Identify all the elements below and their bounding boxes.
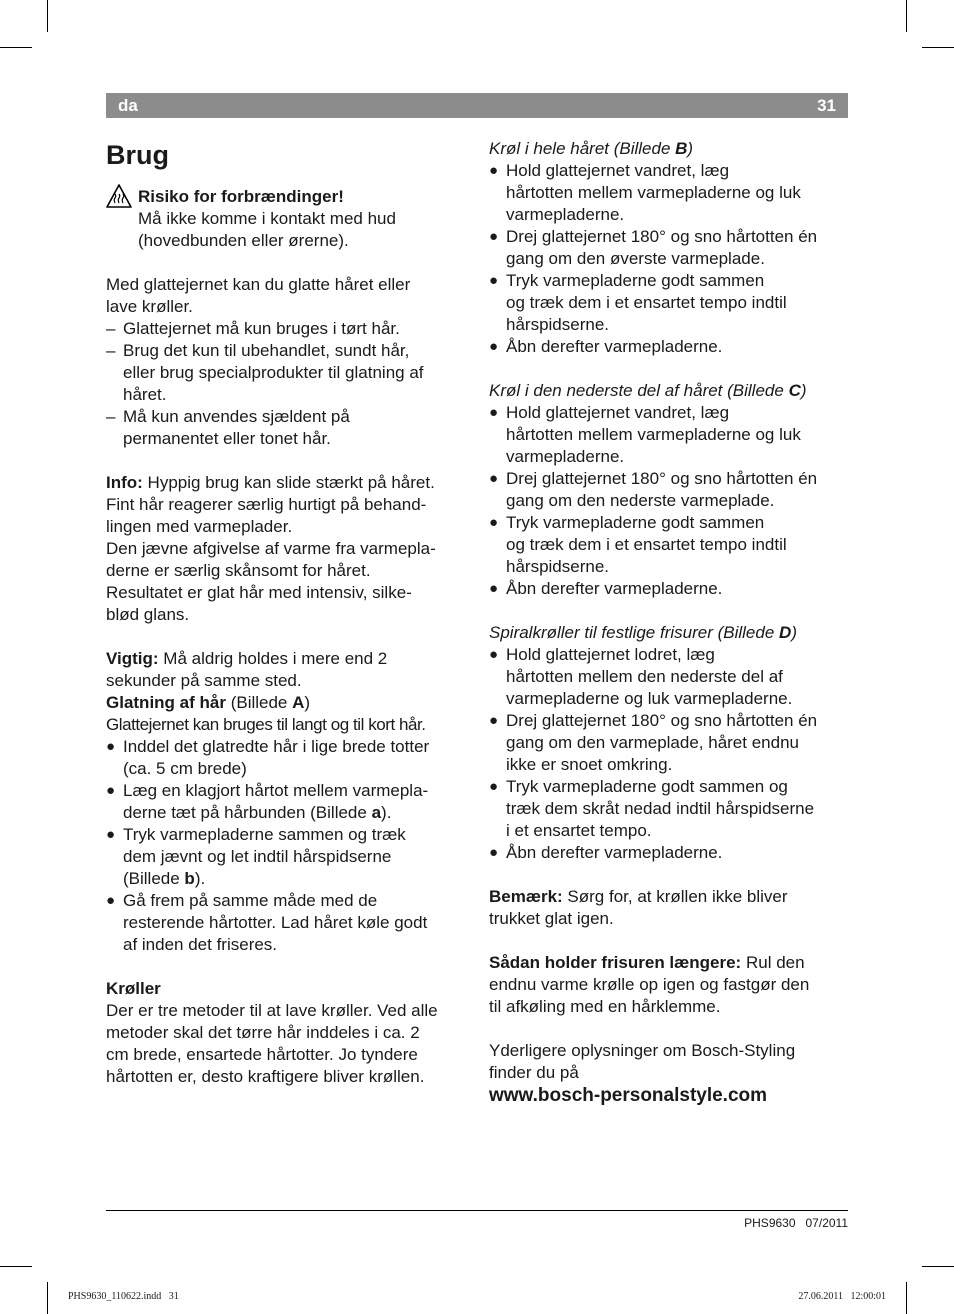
language-code: da [118, 96, 138, 115]
step-line: dem jævnt og let indtil hårspidserne [123, 847, 392, 866]
step-line: hårspidserne. [506, 557, 610, 576]
warning-title: Risiko for forbrændinger! [138, 187, 344, 206]
step-line: Inddel det glatredte hår i lige brede totter [123, 737, 430, 756]
step-item [489, 402, 851, 468]
step-line: Tryk varmepladerne godt sammen [506, 513, 765, 532]
step-line: derne tæt på hårbunden (Billede [123, 803, 372, 822]
important-paragraph [106, 648, 468, 692]
step-line: og træk dem i et ensartet tempo indtil [506, 293, 787, 312]
crop-mark [906, 0, 907, 32]
info-label: Info: [106, 473, 143, 492]
step-item [106, 824, 468, 890]
step-item [489, 644, 851, 710]
left-column [106, 138, 468, 1088]
step-line: (ca. 5 cm brede) [123, 759, 247, 778]
more-info-line: finder du på [489, 1063, 579, 1082]
figure-ref: C [788, 381, 801, 400]
step-line: Hold glattejernet vandret, læg [506, 403, 730, 422]
section-heading-text: ) [800, 381, 807, 400]
step-line: hårtotten mellem varmepladerne og luk [506, 425, 801, 444]
step-line: Tryk varmepladerne godt sammen [506, 271, 765, 290]
step-line: varmepladerne. [506, 205, 625, 224]
warning-heat-icon [106, 184, 132, 208]
step-item [489, 578, 851, 600]
step-line: ). [381, 803, 392, 822]
important-label: Vigtig: [106, 649, 159, 668]
info-line: Fint hår reagerer særlig hurtigt på behand- [106, 495, 427, 514]
step-line: Tryk varmepladerne sammen og træk [123, 825, 406, 844]
crop-mark [47, 0, 48, 32]
footer-rule [106, 1210, 848, 1211]
page-title: Brug [106, 140, 169, 170]
step-line: ikke er snoet omkring. [506, 755, 673, 774]
step-item [489, 842, 851, 864]
curls-line: cm brede, ensartede hårtotter. Jo tyndere [106, 1045, 418, 1064]
step-line: ). [194, 869, 206, 888]
step-line: Drej glattejernet 180° og sno hårtotten én [506, 469, 818, 488]
figure-ref: B [675, 139, 688, 158]
section-heading-text: ) [687, 139, 694, 158]
note-text: trukket glat igen. [489, 909, 614, 928]
step-line: Tryk varmepladerne godt sammen og [506, 777, 788, 796]
warning-line: (hovedbunden eller ørerne). [138, 231, 349, 250]
dash-item-line: håret. [123, 385, 167, 404]
tip-text: til afkøling med en hårklemme. [489, 997, 721, 1016]
tip-paragraph [489, 952, 851, 1018]
dash-item-line: eller brug specialprodukter til glatning af [123, 363, 424, 382]
note-paragraph [489, 886, 851, 930]
straightening-desc: Glattejernet kan bruges til langt og til kort hår. [106, 715, 426, 734]
curls-heading: Krøller [106, 979, 161, 998]
step-item [489, 512, 851, 578]
timestamp-slug: 27.06.2011 12:00:01 [798, 1291, 886, 1302]
section-heading-text: Krøl i den nederste del af håret (Billede [489, 381, 789, 400]
figure-ref: A [292, 693, 305, 712]
step-line: Læg en klagjort hårtot mellem varmepla- [123, 781, 429, 800]
dash-item-line: Brug det kun til ubehandlet, sundt hår, [123, 341, 410, 360]
section-c-steps [489, 402, 851, 600]
crop-mark [0, 1266, 32, 1267]
step-line: træk dem skråt nedad indtil hårspidserne [506, 799, 815, 818]
step-line: hårtotten mellem den nederste del af [506, 667, 783, 686]
curls-line: Der er tre metoder til at lave krøller. Ved alle [106, 1001, 438, 1020]
dash-item-line: Glattejernet må kun bruges i tørt hår. [123, 319, 400, 338]
figure-ref: D [779, 623, 792, 642]
intro-line: lave krøller. [106, 297, 193, 316]
step-line: Åbn derefter varmepladerne. [506, 843, 723, 862]
figure-ref-text: (Billede [225, 693, 293, 712]
more-info-line: Yderligere oplysninger om Bosch-Styling [489, 1041, 796, 1060]
step-line: Hold glattejernet vandret, læg [506, 161, 730, 180]
burn-warning [106, 186, 468, 252]
file-slug: PHS9630_110622.indd 31 [68, 1291, 179, 1302]
section-b-steps [489, 160, 851, 358]
dash-item-line: permanentet eller tonet hår. [123, 429, 331, 448]
dash-item [106, 406, 468, 450]
step-line: resterende hårtotter. Lad håret køle godt [123, 913, 428, 932]
step-line: varmepladerne og luk varmepladerne. [506, 689, 793, 708]
step-line: og træk dem i et ensartet tempo indtil [506, 535, 787, 554]
figure-ref: a [371, 803, 382, 822]
step-line: Åbn derefter varmepladerne. [506, 337, 723, 356]
step-item [106, 736, 468, 780]
step-line: (Billede [123, 869, 185, 888]
section-heading-c [489, 380, 851, 402]
model-date: PHS9630 07/2011 [744, 1216, 848, 1230]
step-item [489, 468, 851, 512]
straightening-steps [106, 736, 468, 956]
figure-ref: b [184, 869, 195, 888]
section-heading-text: Spiralkrøller til festlige frisurer (Billede [489, 623, 780, 642]
crop-mark [906, 1282, 907, 1314]
important-text: Må aldrig holdes i mere end 2 [158, 649, 388, 668]
section-heading-b [489, 138, 851, 160]
step-line: gang om den øverste varmeplade. [506, 249, 765, 268]
step-line: Drej glattejernet 180° og sno hårtotten én [506, 227, 818, 246]
crop-mark [0, 47, 32, 48]
dash-item-line: Må kun anvendes sjældent på [123, 407, 350, 426]
curls-line: metoder skal det tørre hår inddeles i ca. 2 [106, 1023, 420, 1042]
info-line: derne er særlig skånsomt for håret. [106, 561, 371, 580]
info-line: lingen med varmeplader. [106, 517, 293, 536]
header-bar [106, 93, 848, 118]
intro-line: Med glattejernet kan du glatte håret eller [106, 275, 411, 294]
info-line: Den jævne afgivelse af varme fra varmepla- [106, 539, 436, 558]
step-item [489, 776, 851, 842]
info-line: blød glans. [106, 605, 190, 624]
step-item [489, 160, 851, 226]
crop-mark [47, 1282, 48, 1314]
step-item [489, 270, 851, 336]
step-line: i et ensartet tempo. [506, 821, 652, 840]
section-heading-d [489, 622, 851, 644]
info-text: Hyppig brug kan slide stærkt på håret. [142, 473, 435, 492]
step-line: varmepladerne. [506, 447, 625, 466]
curls-line: hårtotten er, desto kraftigere bliver krøllen. [106, 1067, 425, 1086]
info-line: Resultatet er glat hår med intensiv, silke- [106, 583, 412, 602]
step-item [106, 780, 468, 824]
step-line: Hold glattejernet lodret, læg [506, 645, 715, 664]
step-line: Drej glattejernet 180° og sno hårtotten én [506, 711, 818, 730]
step-item [489, 710, 851, 776]
step-line: Gå frem på samme måde med de [123, 891, 378, 910]
warning-line: Må ikke komme i kontakt med hud [138, 209, 396, 228]
website-link[interactable]: www.bosch-personalstyle.com [489, 1085, 768, 1106]
step-line: hårtotten mellem varmepladerne og luk [506, 183, 801, 202]
step-item [489, 336, 851, 358]
important-text: sekunder på samme sted. [106, 671, 302, 690]
step-item [106, 890, 468, 956]
usage-dash-list [106, 318, 468, 450]
note-text: Sørg for, at krøllen ikke bliver [562, 887, 788, 906]
info-paragraph [106, 472, 468, 626]
straightening-heading [106, 692, 468, 714]
right-column [489, 138, 851, 1108]
step-item [489, 226, 851, 270]
page-number: 31 [817, 96, 836, 115]
dash-item [106, 318, 468, 340]
tip-text: endnu varme krølle op igen og fastgør den [489, 975, 810, 994]
step-line: gang om den varmeplade, håret endnu [506, 733, 799, 752]
crop-mark [922, 1266, 954, 1267]
step-line: gang om den nederste varmeplade. [506, 491, 775, 510]
section-heading-text: Krøl i hele håret (Billede [489, 139, 676, 158]
section-heading-text: ) [791, 623, 797, 642]
tip-text: Rul den [741, 953, 805, 972]
step-line: Åbn derefter varmepladerne. [506, 579, 723, 598]
figure-ref-text: ) [304, 693, 311, 712]
dash-item [106, 340, 468, 406]
step-line: hårspidserne. [506, 315, 610, 334]
crop-mark [922, 47, 954, 48]
straightening-title: Glatning af hår [106, 693, 226, 712]
section-d-steps [489, 644, 851, 864]
tip-label: Sådan holder frisuren længere: [489, 953, 742, 972]
step-line: af inden det friseres. [123, 935, 278, 954]
note-label: Bemærk: [489, 887, 563, 906]
